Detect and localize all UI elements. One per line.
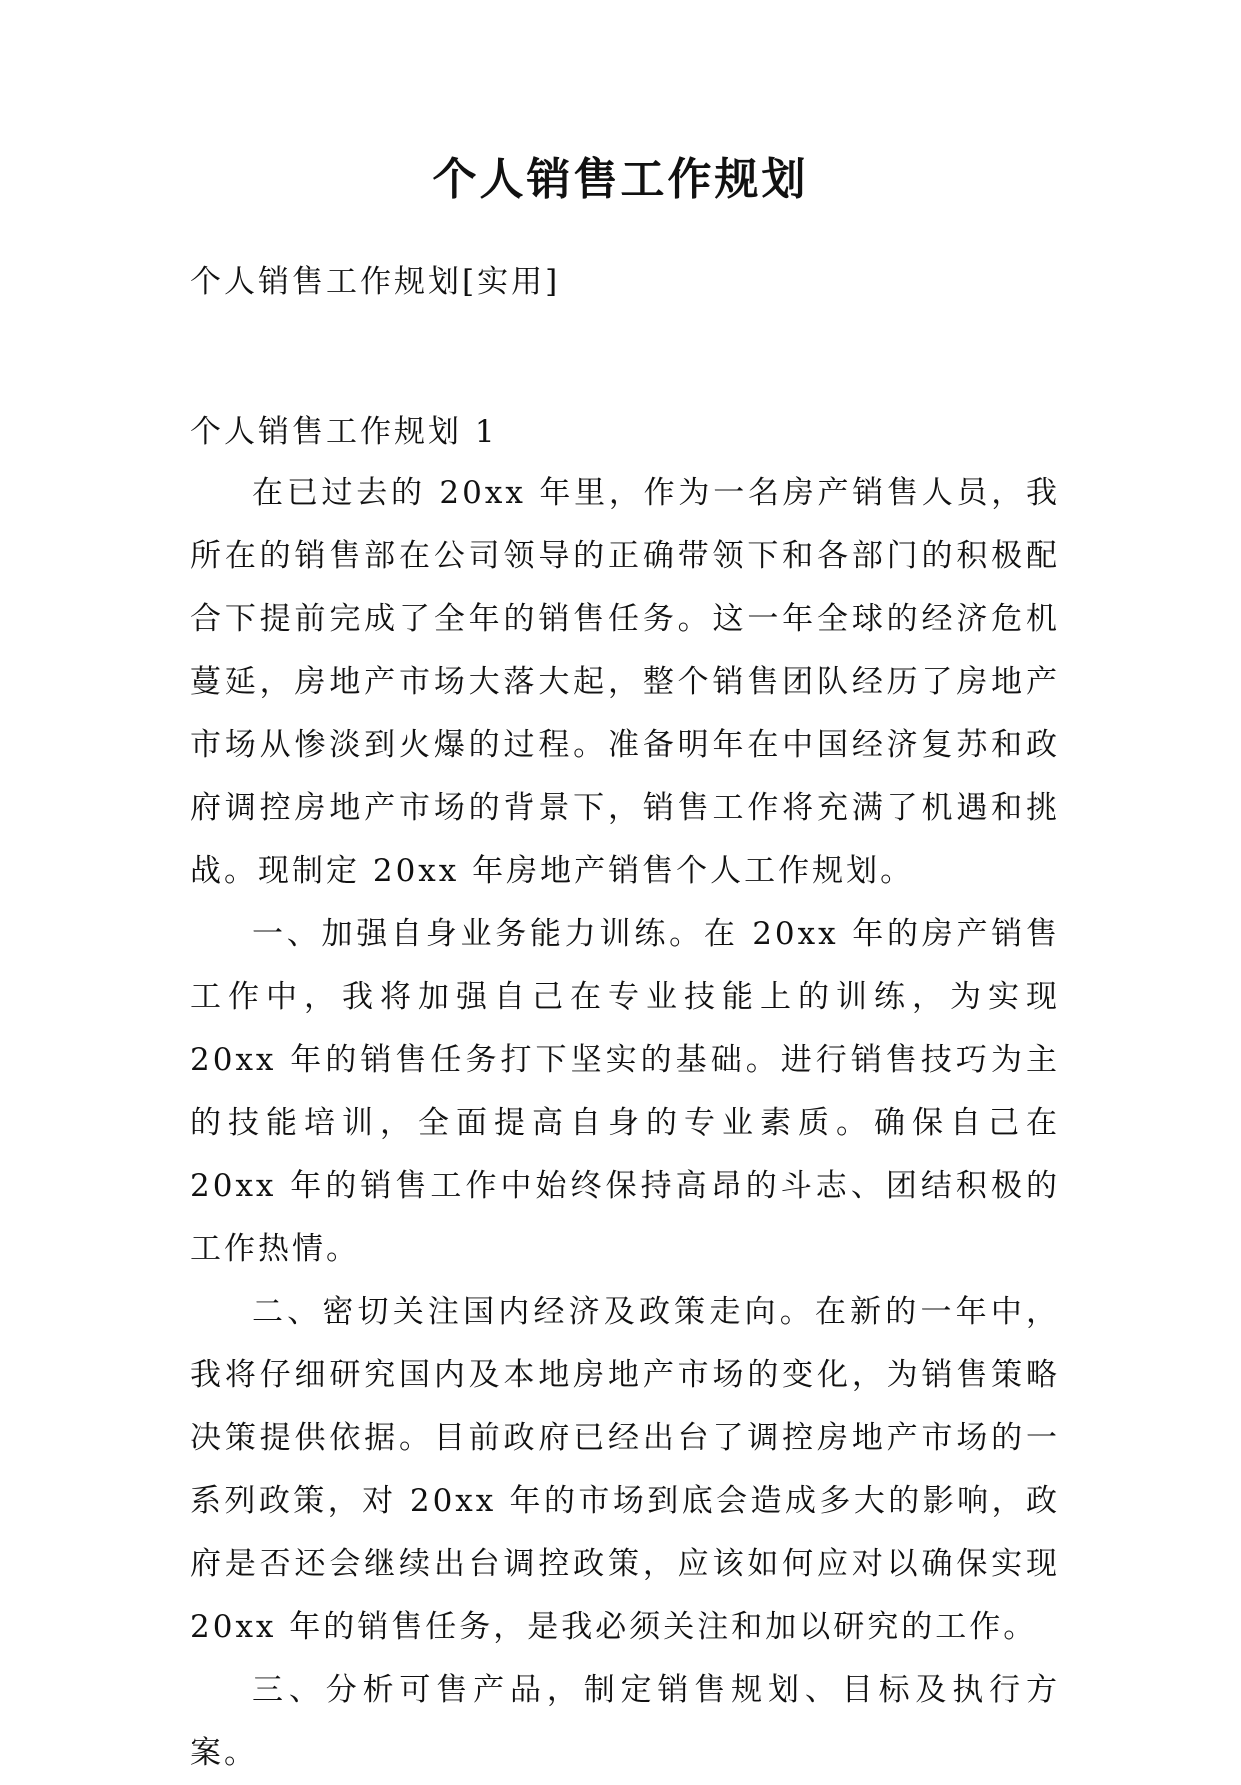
paragraph-point-one: 一、加强自身业务能力训练。在 20xx 年的房产销售工作中，我将加强自己在专业技能上的训练，为实现 20xx 年的销售任务打下坚实的基础。进行销售技巧为主的技能培训，全面提高自身的专业素质。确保自己在 20xx 年的销售工作中始终保持高昂的斗志、团结积极的工作热情。	[190, 916, 1060, 1267]
paragraph-point-three: 三、分析可售产品，制定销售规划、目标及执行方案。	[190, 1672, 1060, 1771]
document-subtitle: 个人销售工作规划[实用]	[190, 264, 561, 300]
document-title: 个人销售工作规划	[432, 154, 809, 205]
paragraph-intro: 在已过去的 20xx 年里，作为一名房产销售人员，我所在的销售部在公司领导的正确带领下和各部门的积极配合下提前完成了全年的销售任务。这一年全球的经济危机蔓延，房地产市场大落大起，整个销售团队经历了房地产市场从惨淡到火爆的过程。准备明年在中国经济复苏和政府调控房地产市场的背景下，销售工作将充满了机遇和挑战。现制定 20xx 年房地产销售个人工作规划。	[190, 475, 1060, 889]
paragraph-point-two: 二、密切关注国内经济及政策走向。在新的一年中，我将仔细研究国内及本地房地产市场的变化，为销售策略决策提供依据。目前政府已经出台了调控房地产市场的一系列政策，对 20xx 年的市场到底会造成多大的影响，政府是否还会继续出台调控政策，应该如何应对以确保实现 20xx 年的销售任务，是我必须关注和加以研究的工作。	[190, 1294, 1060, 1645]
section-heading: 个人销售工作规划 1	[190, 414, 498, 450]
document-body	[190, 462, 1060, 1785]
